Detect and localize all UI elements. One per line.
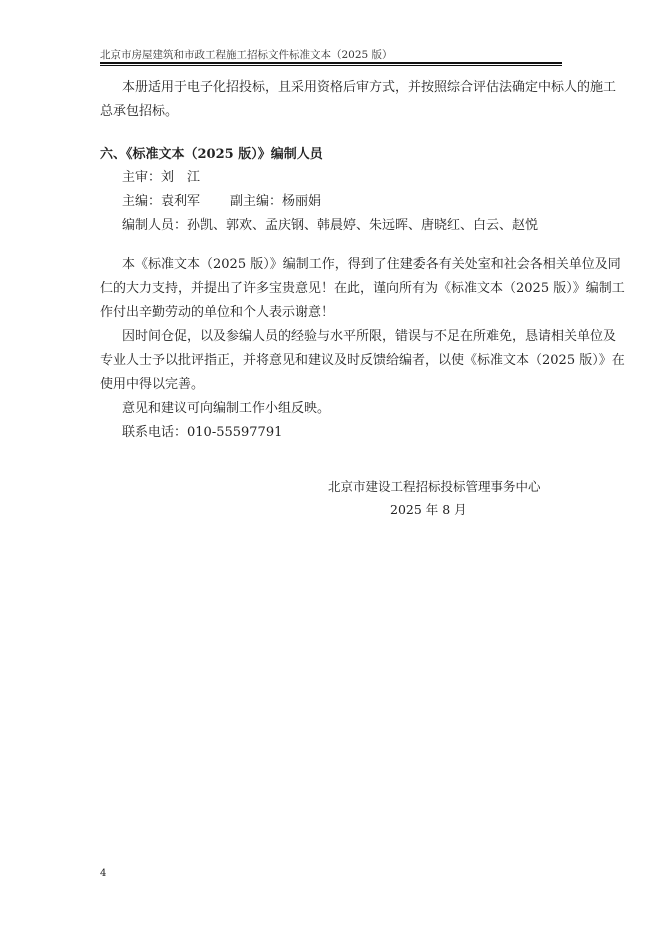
page-number: 4 bbox=[100, 868, 107, 879]
contact-phone: 联系电话：010-55597791 bbox=[122, 425, 283, 440]
chief-editor-row bbox=[100, 194, 562, 210]
section-heading: 六、《标准文本（2025 版）》编制人员 bbox=[100, 147, 323, 162]
apology-line-2: 专业人士予以批评指正，并将意见和建议及时反馈给编者，以使《标准文本（2025 版）》在 bbox=[100, 353, 625, 368]
thanks-line-1: 本《标准文本（2025 版）》编制工作，得到了住建委各有关处室和社会各相关单位及同 bbox=[122, 257, 621, 272]
deputy-editor: 副主编：杨丽娟 bbox=[230, 194, 322, 209]
editors: 编制人员：孙凯、郭欢、孟庆钢、韩晨婷、朱远晖、唐晓红、白云、赵悦 bbox=[122, 218, 539, 233]
chief-reviewer: 主审：刘 江 bbox=[122, 170, 201, 185]
header-rule-thin bbox=[100, 65, 562, 66]
signature-date: 2025 年 8 月 bbox=[390, 502, 467, 517]
running-header: 北京市房屋建筑和市政工程施工招标文件标准文本（2025 版） bbox=[100, 49, 393, 61]
apology-line-1: 因时间仓促，以及参编人员的经验与水平所限，错误与不足在所难免，恳请相关单位及 bbox=[122, 329, 617, 344]
feedback-note: 意见和建议可向编制工作小组反映。 bbox=[122, 401, 331, 416]
thanks-line-3: 作付出辛勤劳动的单位和个人表示谢意！ bbox=[100, 305, 335, 320]
intro-line-1: 本册适用于电子化招投标，且采用资格后审方式，并按照综合评估法确定中标人的施工 bbox=[122, 80, 617, 95]
thanks-line-2: 仁的大力支持，并提出了许多宝贵意见！在此，谨向所有为《标准文本（2025 版）》编制工 bbox=[100, 281, 625, 296]
chief-editor: 主编：袁利军 bbox=[122, 194, 201, 209]
apology-line-3: 使用中得以完善。 bbox=[100, 377, 205, 392]
signature-organization: 北京市建设工程招标投标管理事务中心 bbox=[328, 479, 541, 494]
header-rule bbox=[100, 62, 562, 64]
intro-line-2: 总承包招标。 bbox=[100, 104, 179, 119]
